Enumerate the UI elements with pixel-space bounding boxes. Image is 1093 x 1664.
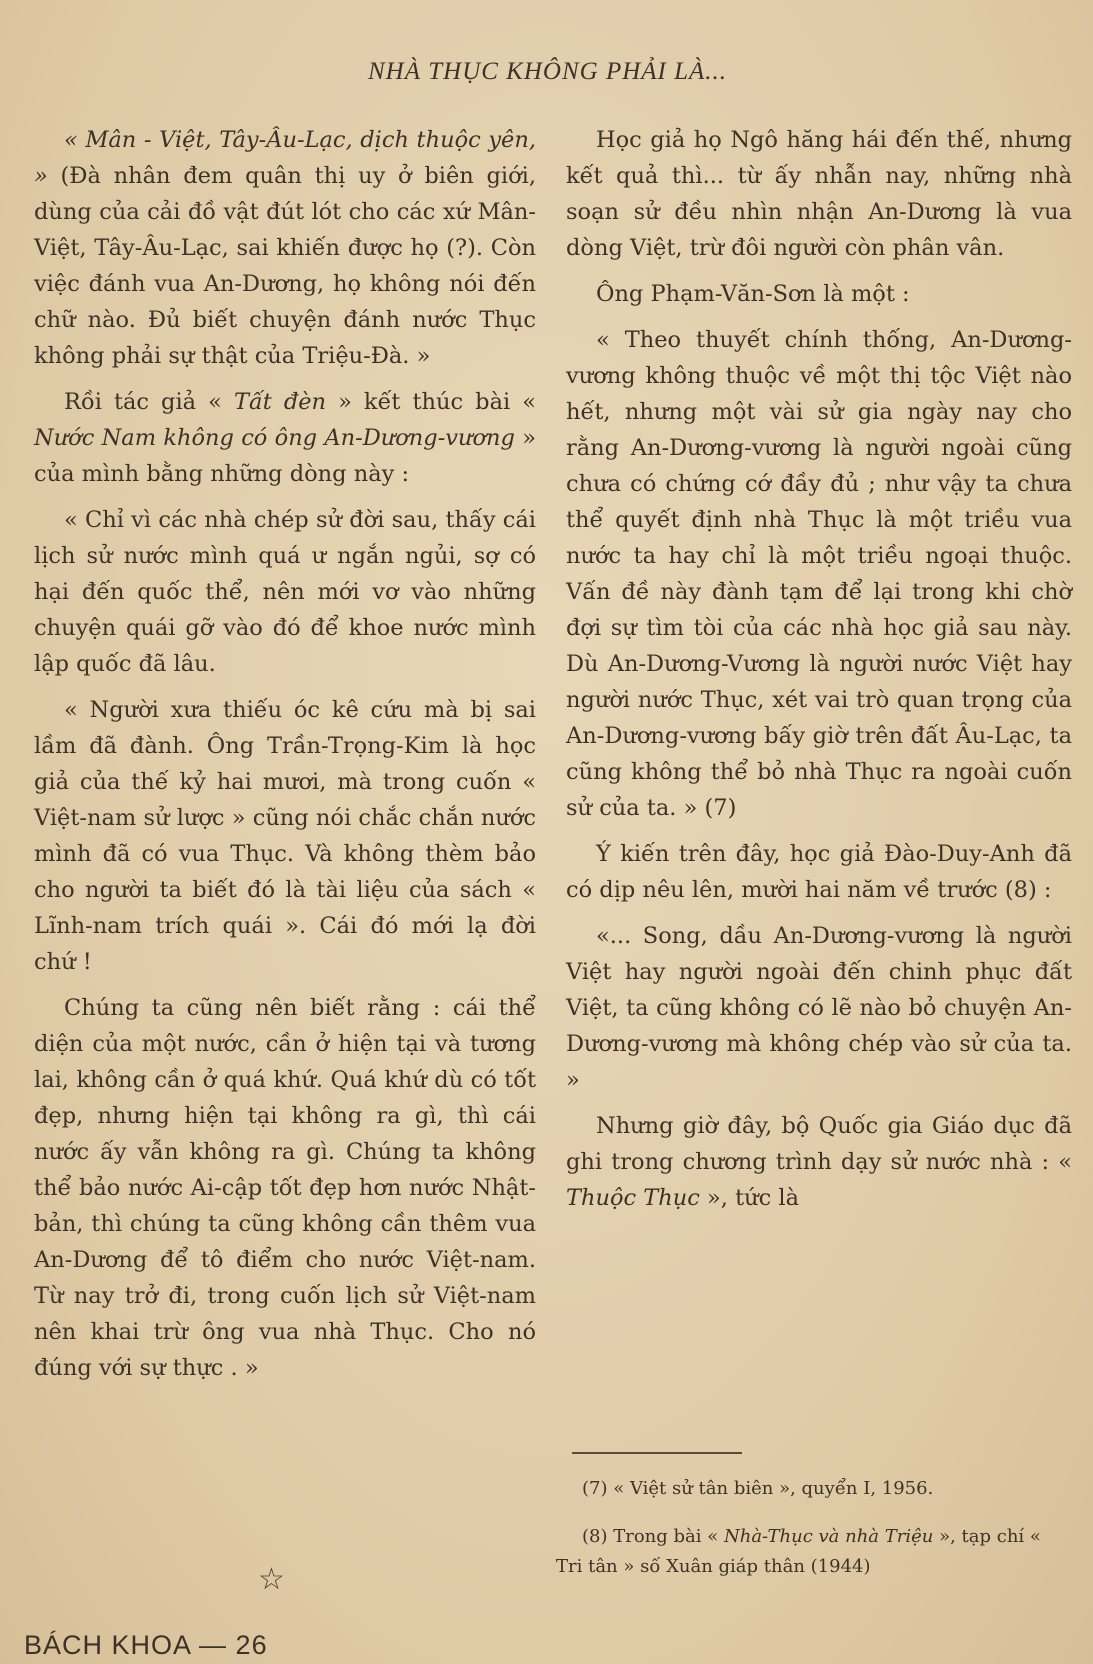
running-head: NHÀ THỤC KHÔNG PHẢI LÀ... (368, 58, 728, 85)
right-paragraph-3: « Theo thuyết chính thống, An-Dương-vương không thuộc về một thị tộc Việt nào hết, nhưng một vài sử gia ngày nay cho rằng An-Dương-vương là người ngoài cũng chưa có chứng cớ đầy đủ ; như vậy ta chưa thể quyết định nhà Thục là một triều vua nước ta hay chỉ là một triều ngoại thuộc. Vấn đề này đành tạm để lại trong khi chờ đợi sự tìm tòi của các nhà học giả sau này. Dù An-Dương-Vương là người nước Việt hay người nước Thục, xét vai trò quan trọng của An-Dương-vương bấy giờ trên đất Âu-Lạc, ta cũng không thể bỏ nhà Thục ra ngoài cuốn sử của ta. » (7) (566, 327, 1072, 821)
left-paragraph-4: « Người xưa thiếu óc kê cứu mà bị sai lầm đã đành. Ông Trần-Trọng-Kim là học giả của thế kỷ hai mươi, mà trong cuốn « Việt-nam sử lược » cũng nói chắc chắn nước mình đã có vua Thục. Và không thèm bảo cho người ta biết đó là tài liệu của sách « Lĩnh-nam trích quái ». Cái đó mới lạ đời chứ ! (34, 697, 536, 975)
footnote-7: (7) « Việt sử tân biên », quyển I, 1956. (582, 1478, 934, 1499)
left-paragraph-5: Chúng ta cũng nên biết rằng : cái thể diện của một nước, cần ở hiện tại và tương lai, không cần ở quá khứ. Quá khứ dù có tốt đẹp, nhưng hiện tại không ra gì, thì cái nước ấy vẫn không ra gì. Chúng ta không thể bảo nước Ai-cập tốt đẹp hơn nước Nhật-bản, thì chúng ta cũng không cần thêm vua An-Dương để tô điểm cho nước Việt-nam. Từ nay trở đi, trong cuốn lịch sử Việt-nam nên khai trừ ông vua nhà Thục. Cho nó đúng với sự thực . » (34, 995, 536, 1381)
paragraph-text: » của mình bằng những dòng này : (34, 425, 536, 487)
star-icon: ☆ (258, 1562, 285, 1597)
italic-title: Tất đèn (233, 389, 327, 415)
italic-title: Nước Nam không có ông An-Dương-vương (34, 425, 515, 451)
left-paragraph-1 (34, 122, 536, 374)
footnote-text: (8) Trong bài « (582, 1526, 724, 1547)
footnote-8 (556, 1522, 1066, 1582)
page-footer: BÁCH KHOA — 26 (24, 1630, 268, 1660)
footnotes (556, 1474, 1066, 1600)
italic-title: Nhà-Thục và nhà Triệu (723, 1526, 934, 1547)
paragraph-text: (Đà nhân đem quân thị uy ở biên giới, dùng của cải đồ vật đút lót cho các xứ Mân-Việt, Tây-Âu-Lạc, sai khiến được họ (?). Còn việc đánh vua An-Dương, họ không nói đến chữ nào. Đủ biết chuyện đánh nước Thục không phải sự thật của Triệu-Đà. » (34, 163, 536, 369)
right-paragraph-6 (566, 1108, 1072, 1216)
footnote-text: », tạp chí « Tri tân » số Xuân giáp thân (1944) (556, 1526, 1041, 1577)
right-paragraph-4: Ý kiến trên đây, học giả Đào-Duy-Anh đã có dịp nêu lên, mười hai năm về trước (8) : (566, 841, 1072, 903)
paragraph-text: Rồi tác giả « (64, 389, 234, 415)
paragraph-text: », tức là (699, 1185, 800, 1211)
right-paragraph-2: Ông Phạm-Văn-Sơn là một : (596, 281, 910, 307)
left-paragraph-3: « Chỉ vì các nhà chép sử đời sau, thấy cái lịch sử nước mình quá ư ngắn ngủi, sợ có hại đến quốc thể, nên mới vơ vào những chuyện quái gỡ vào đó để khoe nước mình lập quốc đã lâu. (34, 507, 536, 677)
footnote-divider (572, 1452, 742, 1454)
right-paragraph-5: «... Song, dầu An-Dương-vương là người Việt hay người ngoài đến chinh phục đất Việt, ta cũng không có lẽ nào bỏ chuyện An-Dương-vương mà không chép vào sử của ta. » (566, 923, 1072, 1093)
italic-quote: « Mân - Việt, Tây-Âu-Lạc, dịch thuộc yên, » (34, 127, 536, 189)
paragraph-text: Nhưng giờ đây, bộ Quốc gia Giáo dục đã ghi trong chương trình dạy sử nước nhà : « (566, 1113, 1072, 1175)
left-paragraph-2 (34, 384, 536, 492)
italic-title: Thuộc Thục (566, 1185, 700, 1211)
right-column (566, 122, 1072, 1226)
left-column (34, 122, 536, 1396)
paragraph-text: » kết thúc bài « (326, 389, 537, 415)
right-paragraph-1: Học giả họ Ngô hăng hái đến thế, nhưng kết quả thì... từ ấy nhẫn nay, những nhà soạn sử đều nhìn nhận An-Dương là vua dòng Việt, trừ đôi người còn phân vân. (566, 127, 1072, 261)
